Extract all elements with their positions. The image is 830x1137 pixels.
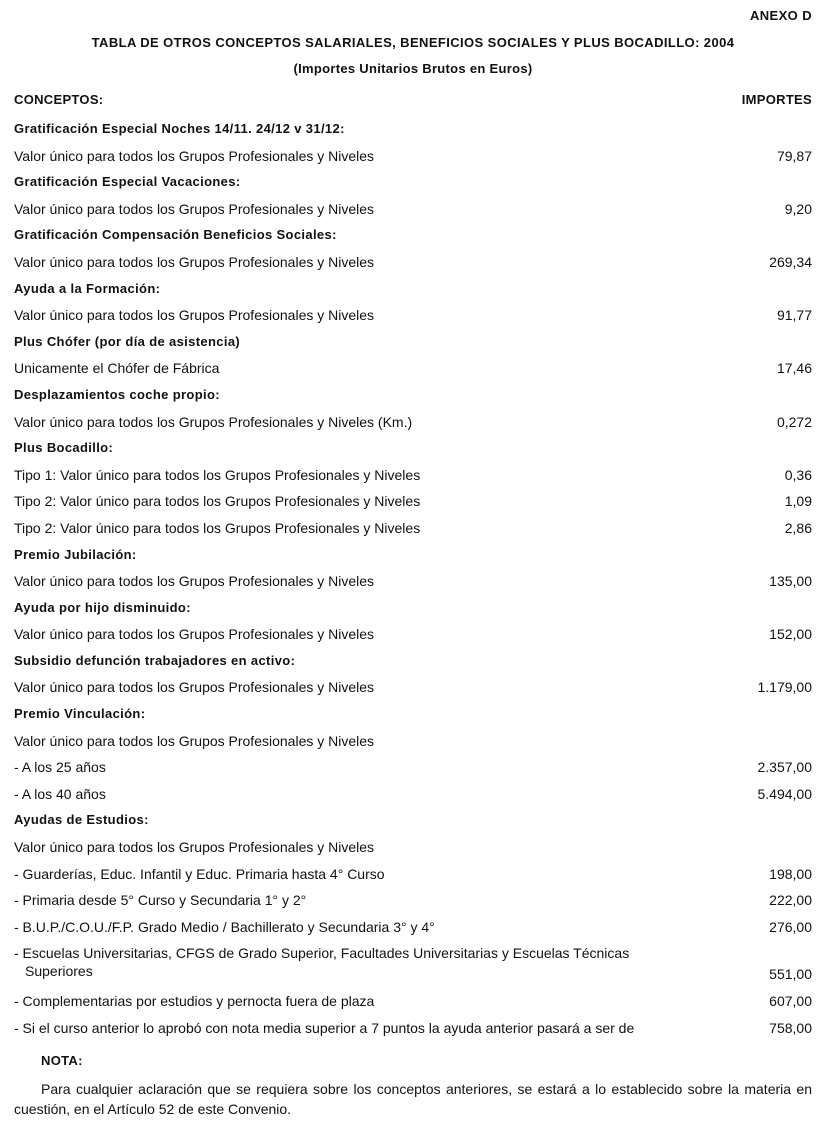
section-heading: Premio Jubilación: xyxy=(14,546,137,562)
table-row xyxy=(14,992,812,1019)
table-row xyxy=(14,519,812,546)
row-amount: 2,86 xyxy=(784,519,812,536)
amounts-column-header: IMPORTES xyxy=(741,92,812,107)
section-heading: Plus Chófer (por día de asistencia) xyxy=(14,333,241,349)
row-label: Valor único para todos los Grupos Profesionales y Niveles (Km.) xyxy=(14,413,413,430)
annex-label: ANEXO D xyxy=(749,8,812,23)
row-label: Valor único para todos los Grupos Profesionales y Niveles xyxy=(14,147,375,164)
table-row xyxy=(14,306,812,333)
row-amount: 758,00 xyxy=(769,1020,812,1036)
section-heading-row xyxy=(14,652,812,679)
section-heading-row xyxy=(14,811,812,838)
section-heading: Premio Vinculación: xyxy=(14,706,146,722)
table-row xyxy=(14,1019,812,1046)
row-label xyxy=(14,944,704,980)
section-heading: Gratificación Especial Noches 14/11. 24/12 v 31/12: xyxy=(14,121,345,136)
row-label: - A los 40 años xyxy=(14,785,106,802)
column-headers xyxy=(14,92,812,110)
row-label: Tipo 2: Valor único para todos los Grupos Profesionales y Niveles xyxy=(14,493,421,510)
section-heading-row xyxy=(14,173,812,200)
row-amount: 0,272 xyxy=(776,413,812,430)
section-heading-row xyxy=(14,599,812,626)
row-amount: 2.357,00 xyxy=(757,759,812,776)
row-label: - Guarderías, Educ. Infantil y Educ. Primaria hasta 4° Curso xyxy=(14,865,385,882)
note-heading: NOTA: xyxy=(41,1053,83,1068)
section-heading: Plus Bocadillo: xyxy=(14,440,114,456)
section-heading-row xyxy=(14,280,812,307)
section-heading: Subsidio defunción trabajadores en activo: xyxy=(14,652,296,668)
row-label: - Si el curso anterior lo aprobó con nota media superior a 7 puntos la ayuda anterior pasará a ser de xyxy=(14,1020,635,1036)
row-label: Valor único para todos los Grupos Profesionales y Niveles xyxy=(14,307,375,324)
document-page xyxy=(14,0,812,1137)
row-amount: 1.179,00 xyxy=(757,679,812,696)
table-row xyxy=(14,758,812,785)
row-label: - A los 25 años xyxy=(14,759,106,776)
row-label-continuation: Superiores xyxy=(25,963,93,980)
table-row xyxy=(14,492,812,519)
row-amount: 222,00 xyxy=(769,892,812,909)
table-row xyxy=(14,200,812,227)
row-amount: 269,34 xyxy=(769,253,812,270)
row-amount: 551,00 xyxy=(769,966,812,983)
row-amount: 17,46 xyxy=(776,360,812,377)
row-label: - B.U.P./C.O.U./F.P. Grado Medio / Bachillerato y Secundaria 3° y 4° xyxy=(14,918,435,935)
row-amount: 9,20 xyxy=(784,200,812,217)
row-amount: 5.494,00 xyxy=(757,785,812,802)
row-label: Tipo 2: Valor único para todos los Grupos Profesionales y Niveles xyxy=(14,519,421,536)
section-heading: Gratificación Compensación Beneficios Sociales: xyxy=(14,227,337,243)
section-heading-row xyxy=(14,226,812,253)
row-label-line: - Escuelas Universitarias, CFGS de Grado Superior, Facultades Universitarias y Escuelas Técnicas xyxy=(14,945,630,962)
concepts-table xyxy=(14,120,812,1046)
section-heading-row xyxy=(14,333,812,360)
section-heading: Gratificación Especial Vacaciones: xyxy=(14,174,241,190)
concepts-column-header: CONCEPTOS: xyxy=(14,92,104,107)
table-row xyxy=(14,253,812,280)
row-amount: 79,87 xyxy=(776,147,812,164)
row-amount: 91,77 xyxy=(776,307,812,324)
section-heading: Ayuda a la Formación: xyxy=(14,280,161,296)
section-heading-row xyxy=(14,439,812,466)
row-label: Valor único para todos los Grupos Profesionales y Niveles xyxy=(14,626,375,643)
section-heading-row xyxy=(14,546,812,573)
row-label: Valor único para todos los Grupos Profesionales y Niveles xyxy=(14,839,375,856)
section-heading-row xyxy=(14,705,812,732)
table-row xyxy=(14,413,812,440)
row-label: - Primaria desde 5° Curso y Secundaria 1° y 2° xyxy=(14,892,307,909)
table-row xyxy=(14,918,812,945)
row-amount: 152,00 xyxy=(769,626,812,643)
table-row xyxy=(14,732,812,759)
row-label: Valor único para todos los Grupos Profesionales y Niveles xyxy=(14,200,375,217)
table-row xyxy=(14,359,812,386)
note-text: Para cualquier aclaración que se requiera sobre los conceptos anteriores, se estará a lo establecido sobre la materia en cuestión, en el Artículo 52 de este Convenio. xyxy=(14,1081,812,1117)
row-amount: 0,36 xyxy=(784,466,812,483)
table-row xyxy=(14,944,812,992)
section-heading: Ayudas de Estudios: xyxy=(14,812,149,828)
table-row xyxy=(14,891,812,918)
row-label: Valor único para todos los Grupos Profesionales y Niveles xyxy=(14,253,375,270)
table-row xyxy=(14,466,812,493)
table-row xyxy=(14,785,812,812)
section-heading: Ayuda por hijo disminuido: xyxy=(14,599,191,615)
row-label: Valor único para todos los Grupos Profesionales y Niveles xyxy=(14,573,375,590)
row-amount: 1,09 xyxy=(784,493,812,510)
row-amount: 276,00 xyxy=(769,918,812,935)
row-amount: 198,00 xyxy=(769,865,812,882)
table-row xyxy=(14,147,812,174)
row-label: - Complementarias por estudios y pernocta fuera de plaza xyxy=(14,993,375,1010)
page-subtitle: (Importes Unitarios Brutos en Euros) xyxy=(293,61,533,76)
row-amount: 607,00 xyxy=(769,993,812,1010)
row-label: Valor único para todos los Grupos Profesionales y Niveles xyxy=(14,732,375,749)
section-heading: Desplazamientos coche propio: xyxy=(14,386,220,402)
page-title: TABLA DE OTROS CONCEPTOS SALARIALES, BENEFICIOS SOCIALES Y PLUS BOCADILLO: 2004 xyxy=(91,35,735,50)
row-label: Unicamente el Chófer de Fábrica xyxy=(14,360,220,377)
row-label: Valor único para todos los Grupos Profesionales y Niveles xyxy=(14,679,375,696)
table-row xyxy=(14,865,812,892)
table-row xyxy=(14,572,812,599)
section-heading-row xyxy=(14,386,812,413)
row-label: Tipo 1: Valor único para todos los Grupos Profesionales y Niveles xyxy=(14,466,421,483)
table-row xyxy=(14,678,812,705)
table-row xyxy=(14,838,812,865)
section-heading-row xyxy=(14,120,812,147)
table-row xyxy=(14,625,812,652)
row-amount: 135,00 xyxy=(769,573,812,590)
